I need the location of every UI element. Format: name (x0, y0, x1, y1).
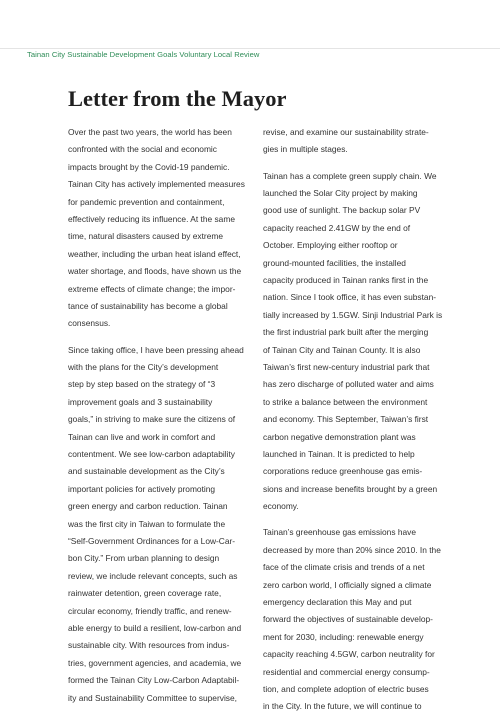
paragraph (263, 124, 435, 159)
text-line: ment for 2030, including: renewable energy (263, 631, 424, 642)
text-line: decreased by more than 20% since 2010. In the (263, 544, 441, 555)
text-line: of Tainan City and Tainan County. It is also (263, 344, 421, 355)
text-line: Tainan’s greenhouse gas emissions have (263, 527, 417, 538)
text-line: to strike a balance between the environment (263, 396, 428, 407)
text-line: water shortage, and floods, have shown us the (68, 266, 242, 277)
text-line: improvement goals and 3 sustainability (68, 396, 213, 407)
text-line: able energy to build a resilient, low-carbon and (68, 623, 242, 634)
text-line: extreme effects of climate change; the impor- (68, 283, 236, 294)
text-line: rainwater detention, green coverage rate, (68, 588, 222, 599)
header-band (0, 0, 500, 78)
text-line: face of the climate crisis and trends of a net (263, 562, 425, 573)
text-line: emergency declaration this May and put (263, 596, 412, 607)
text-line: and sustainable development as the City’s (68, 466, 225, 477)
text-line: review, we include relevant concepts, such as (68, 570, 238, 581)
text-line: launched in Tainan. It is predicted to help (263, 449, 415, 459)
left-column (68, 124, 254, 716)
text-line: goals,” in striving to make sure the citizens of (68, 414, 236, 425)
text-line: for pandemic prevention and containment, (68, 196, 225, 207)
running-header: Tainan City Sustainable Development Goals Voluntary Local Review (27, 50, 260, 59)
letter-title: Letter from the Mayor (68, 86, 287, 111)
paragraph (68, 124, 254, 333)
text-line: Tainan City has actively implemented measures (68, 179, 245, 190)
text-line: gies in multiple stages. (263, 144, 348, 155)
text-line: tance of sustainability has become a global (68, 301, 228, 312)
text-line: consensus. (68, 318, 111, 329)
text-line: important policies for actively promoting (68, 483, 216, 494)
text-line: October. Employing either rooftop or (263, 240, 398, 251)
header-divider (0, 48, 500, 49)
paragraph (263, 168, 443, 516)
text-line: impacts brought by the Covid-19 pandemic. (68, 161, 230, 172)
text-line: time, natural disasters caused by extreme (68, 231, 224, 242)
text-line: forward the objectives of sustainable develop- (263, 614, 433, 625)
text-line: step by step based on the strategy of “3 (68, 379, 216, 390)
text-line: Taiwan’s first new-century industrial park that (263, 361, 430, 372)
text-line: ground-mounted facilities, the installed (263, 257, 406, 268)
text-line: formed the Tainan City Low-Carbon Adaptabil- (68, 675, 240, 686)
text-line: Since taking office, I have been pressing ahead (68, 344, 244, 355)
text-line: with the plans for the City’s development (68, 361, 219, 372)
text-line: tries, government agencies, and academia, we (68, 657, 242, 668)
text-line: economy. (263, 501, 299, 512)
text-line: capacity reaching 4.5GW, carbon neutrality for (263, 649, 435, 660)
text-line: in the City. In the future, we will continue to (263, 701, 422, 712)
paragraph (263, 524, 441, 715)
text-line: weather, including the urban heat island effect, (68, 248, 241, 259)
text-line: confronted with the social and economic (68, 144, 217, 155)
text-line: capacity produced in Tainan ranks first in the (263, 274, 429, 285)
text-line: was the first city in Taiwan to formulate the (68, 518, 226, 529)
text-line: and economy. This September, Taiwan’s first (263, 414, 429, 425)
paragraph (68, 342, 254, 708)
text-line: Tainan has a complete green supply chain. We (263, 170, 437, 181)
text-line: has zero discharge of polluted water and aims (263, 379, 434, 390)
text-line: Tainan can live and work in comfort and (68, 431, 216, 442)
text-line: sions and increase benefits brought by a green (263, 483, 438, 494)
text-line: launched the Solar City project by making (263, 187, 418, 198)
text-line: contentment. We see low-carbon adaptability (68, 449, 235, 459)
text-line: the first industrial park built after the merging (263, 327, 429, 338)
text-line: tially increased by 1.5GW. Sinji Industrial Park is (263, 309, 443, 320)
text-line: residential and commercial energy consump- (263, 666, 430, 677)
text-line: Over the past two years, the world has been (68, 127, 232, 137)
text-line: “Self-Government Ordinances for a Low-Car- (68, 536, 236, 547)
text-line: ity and Sustainability Committee to supervise, (68, 692, 237, 703)
text-line: green energy and carbon reduction. Tainan (68, 501, 228, 512)
text-line: effectively reducing its influence. At the same (68, 214, 235, 225)
right-column (263, 124, 443, 724)
text-line: revise, and examine our sustainability strate- (263, 127, 429, 137)
text-line: nation. Since I took office, it has even substan- (263, 292, 437, 303)
text-line: sustainable city. With resources from indus- (68, 640, 230, 651)
text-line: circular economy, friendly traffic, and renew- (68, 605, 232, 616)
text-line: good use of sunlight. The backup solar PV (263, 205, 421, 216)
text-line: capacity reached 2.41GW by the end of (263, 222, 411, 233)
text-line: bon City.” From urban planning to design (68, 553, 220, 564)
text-line: tion, and complete adoption of electric buses (263, 683, 429, 694)
text-line: carbon negative demonstration plant was (263, 431, 416, 442)
text-line: corporations reduce greenhouse gas emis- (263, 466, 423, 477)
text-line: zero carbon world, I officially signed a climate (263, 579, 432, 590)
